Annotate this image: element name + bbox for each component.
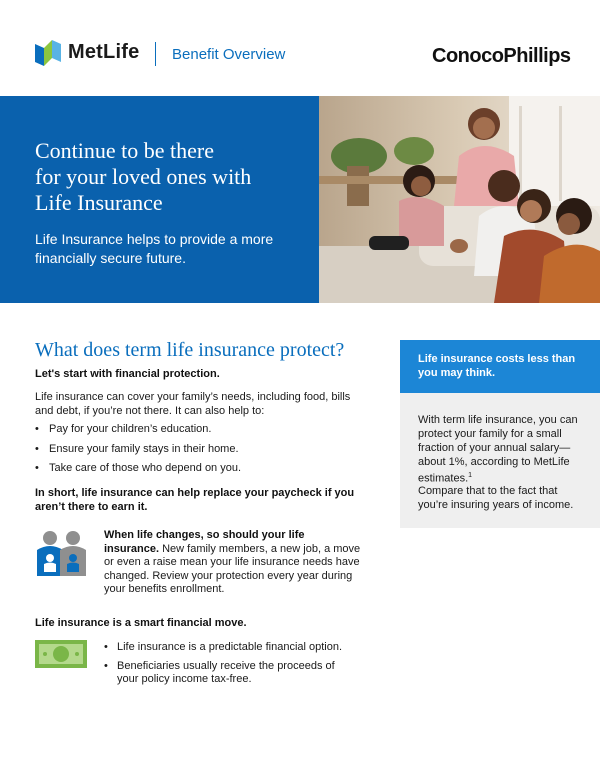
callout-title: Life insurance costs less than you may think.: [418, 353, 576, 379]
summary-statement: In short, life insurance can help replace your paycheck if you aren’t there to earn it.: [35, 487, 355, 513]
callout-text: With term life insurance, you can protect your family for a small fraction of your annual salary—about 1%, according to MetLife estimates.: [418, 414, 578, 485]
header-subtitle: Benefit Overview: [172, 46, 286, 63]
protection-list: [35, 422, 355, 481]
hero-description: Life Insurance helps to provide a more financially secure future.: [35, 231, 274, 266]
list-item: • Take care of those who depend on you.: [35, 461, 355, 481]
smart-move-heading: Life insurance is a smart financial move.: [35, 617, 247, 629]
life-changes-note: [104, 529, 362, 597]
family-icon: [33, 530, 89, 578]
hero-title: Continue to be there for your loved ones with Life Insurance: [35, 138, 252, 215]
list-item: • Beneficiaries usually receive the proceeds of your policy income tax-free.: [104, 660, 354, 687]
callout-paragraph-1: [418, 413, 590, 486]
header-divider: [155, 42, 156, 66]
section-title: What does term life insurance protect?: [35, 339, 345, 361]
life-changes-text: New family members, a new job, a move or even a raise mean your life insurance needs have changed. Review your protection every year during your benefits enrollment.: [104, 542, 361, 595]
callout-header: [400, 340, 600, 393]
life-changes-heading: When life changes, so should your life insurance.: [104, 529, 305, 555]
family-photo: [319, 96, 600, 303]
family-photo-illustration: [319, 96, 600, 303]
hero-banner: [0, 96, 600, 303]
list-item: • Ensure your family stays in their home.: [35, 442, 355, 462]
conocophillips-logo: ConocoPhillips: [432, 45, 571, 67]
metlife-brand-name: MetLife: [68, 41, 140, 63]
page-header: [0, 0, 600, 96]
smart-move-list: [104, 641, 354, 692]
financial-protection-heading: Let's start with financial protection.: [35, 368, 220, 380]
footnote-marker: 1: [468, 472, 473, 479]
hero-text-panel: [0, 96, 319, 303]
metlife-logo-icon: [35, 40, 61, 66]
list-item: • Pay for your children’s education.: [35, 422, 355, 442]
money-icon: [35, 640, 87, 668]
list-item: • Life insurance is a predictable financial option.: [104, 641, 354, 655]
cost-callout-box: [400, 340, 600, 528]
intro-paragraph: Life insurance can cover your family’s needs, including food, bills and debt, if you’re not there. It can also help to:: [35, 391, 351, 417]
callout-paragraph-2: Compare that to the fact that you’re insuring years of income.: [418, 485, 574, 511]
